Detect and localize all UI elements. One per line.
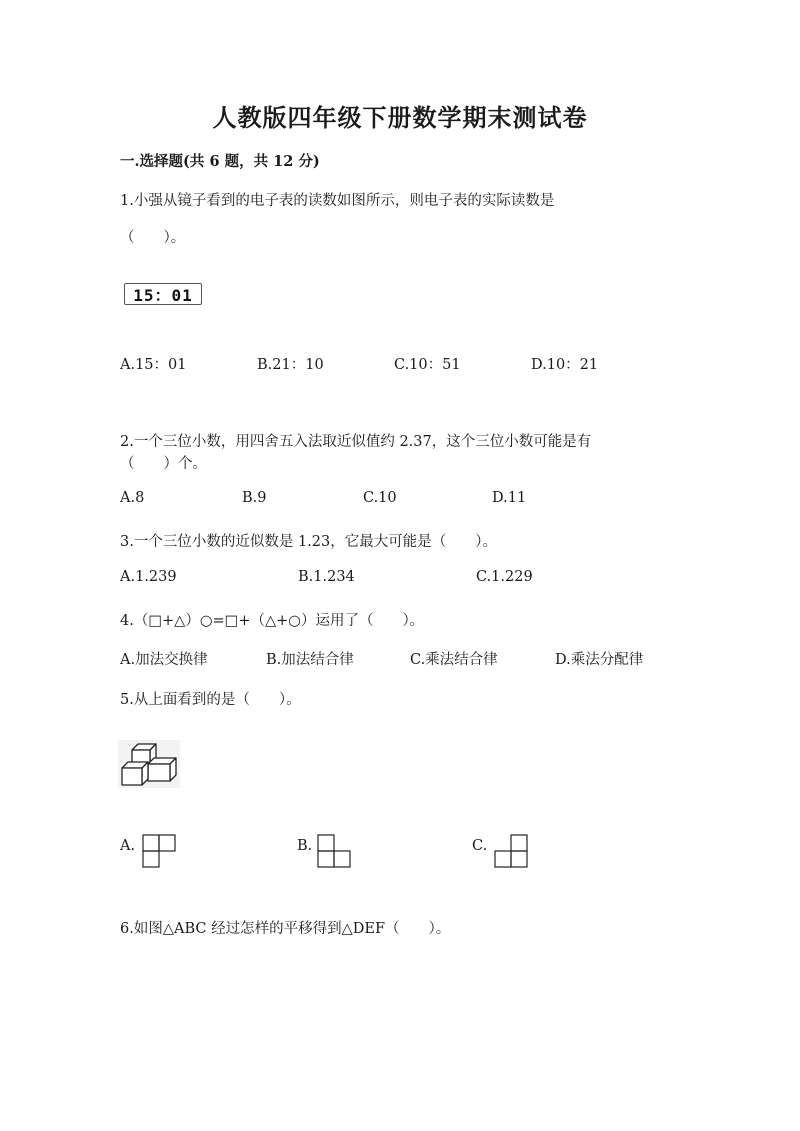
top-view-option-b-figure: [317, 834, 353, 870]
question-3-text: 3.一个三位小数的近似数是 1.23，它最大可能是（ ）。: [120, 534, 497, 550]
question-2-text: 2.一个三位小数，用四舍五入法取近似值约 2.37，这个三位小数可能是有: [120, 434, 592, 450]
q3-option-c: C.1.229: [476, 569, 533, 585]
q2-option-c: C.10: [363, 490, 397, 506]
question-1-blank: （ ）。: [120, 230, 186, 246]
question-1-text: 1.小强从镜子看到的电子表的读数如图所示，则电子表的实际读数是: [120, 193, 555, 209]
section-heading: 一.选择题(共 6 题，共 12 分): [120, 153, 320, 170]
cube-stack-figure: [118, 740, 180, 788]
q2-option-b: B.9: [242, 490, 267, 506]
q4-option-a: A.加法交换律: [120, 652, 208, 668]
q1-option-c: C.10：51: [394, 357, 461, 373]
q1-option-b: B.21：10: [257, 357, 324, 373]
question-2-text-cont: （ ）个。: [120, 456, 207, 472]
question-6-text: 6.如图△ABC 经过怎样的平移得到△DEF（ ）。: [120, 921, 451, 937]
question-4-text: 4.（□+△）○=□+（△+○）运用了（ ）。: [120, 613, 425, 629]
question-5-text: 5.从上面看到的是（ ）。: [120, 692, 301, 708]
q5-option-b: B.: [297, 838, 313, 854]
q1-option-a: A.15：01: [120, 357, 187, 373]
top-view-option-a-figure: [142, 834, 178, 870]
q5-option-a: A.: [120, 838, 136, 854]
q4-option-c: C.乘法结合律: [410, 652, 498, 668]
q4-option-d: D.乘法分配律: [555, 652, 644, 668]
q3-option-a: A.1.239: [120, 569, 177, 585]
q5-option-c: C.: [472, 838, 488, 854]
page-title: 人教版四年级下册数学期末测试卷: [212, 103, 588, 132]
q1-option-d: D.10：21: [531, 357, 599, 373]
q2-option-a: A.8: [120, 490, 145, 506]
q4-option-b: B.加法结合律: [266, 652, 354, 668]
q3-option-b: B.1.234: [298, 569, 355, 585]
mirrored-clock-figure: 15：01: [124, 283, 202, 305]
top-view-option-c-figure: [494, 834, 530, 870]
q2-option-d: D.11: [492, 490, 527, 506]
